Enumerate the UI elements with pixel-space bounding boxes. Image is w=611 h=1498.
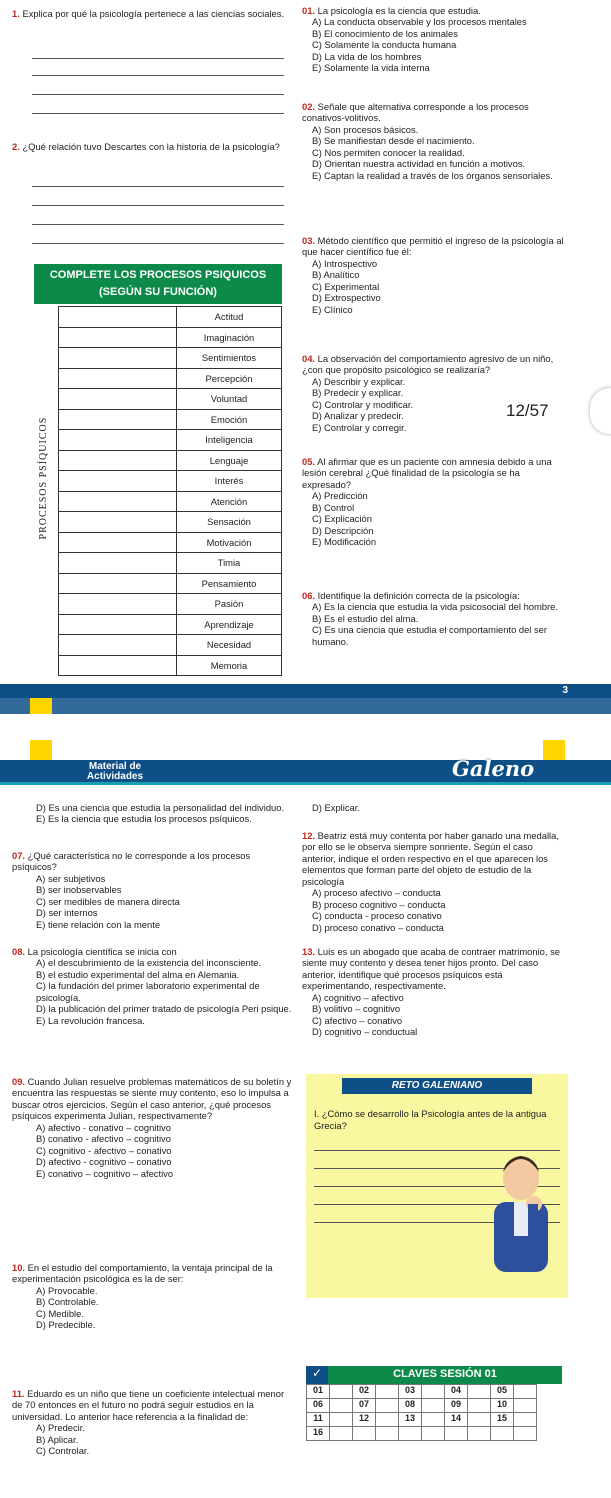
check-icon: ✓ (306, 1366, 328, 1384)
page-counter: 12/57 (506, 401, 549, 420)
claves-answer-cell[interactable] (422, 1399, 445, 1413)
claves-answer-cell[interactable] (330, 1413, 353, 1427)
question-09: 09. Cuando Julian resuelve problemas matemáticos de su boletín y encuentra las respuestas se siente muy contento, eso lo impulsa a buscar otros ejercicios. Según el caso anterior, ¿qué procesos psíquicos experimenta Julian, respectivamente? A) afectivo - conativo – cognitivo B) conativo - afectivo – cognitivo C) cognitivo - afectivo – conativo D) afectivo - cognitivo – conativo E) conativo – cognitivo – afectivo (12, 1076, 294, 1179)
process-blank-cell[interactable] (59, 512, 177, 533)
brand-logo: Galeno (452, 756, 535, 781)
claves-answer-cell[interactable] (376, 1385, 399, 1399)
answer-option: A) Provocable. (36, 1284, 98, 1296)
header-yellow-right (543, 740, 565, 762)
answer-option: D) Orientan nuestra actividad en función a motivos. (312, 158, 526, 170)
process-row (59, 573, 282, 594)
answer-option: B) Predecir y explicar. (312, 387, 404, 399)
page-gap (0, 714, 611, 740)
question-04: 04. La observación del comportamiento agresivo de un niño, ¿con que propósito psicológico se realizaría? A) Describir y explicar. B) Predecir y explicar. C) Controlar y modificar. D) Analizar y predecir. E) Controlar y corregir. (302, 353, 564, 433)
process-label: Atención (177, 491, 282, 512)
answer-option: C) ser medibles de manera directa (36, 895, 180, 907)
process-label: Interés (177, 471, 282, 492)
answer-option: E) Controlar y corregir. (312, 421, 407, 433)
claves-answer-cell[interactable] (468, 1399, 491, 1413)
answer-option: C) la fundación del primer laboratorio experimental de psicología. (36, 980, 260, 1003)
question-12: 12. Beatriz está muy contenta por haber ganado una medalla, por ello se le observa siempre sonriente. Según el caso anterior, indique el orden respectivo en el que aparecen los elementos que forman parte del objeto de estudio de la psicología A) proceso afectivo – conducta B) proceso cognitivo – conducta C) conducta - proceso conativo D) proceso conativo – conducta (302, 830, 564, 933)
answer-option: A) Es la ciencia que estudia la vida psicosocial del hombre. (312, 601, 558, 613)
answer-option: A) el descubrimiento de la existencia del inconsciente. (36, 957, 262, 969)
question-01: 01. La psicología es la ciencia que estudia. A) La conducta observable y los procesos mentales B) El conocimiento de los animales C) Solamente la conducta humana D) La vida de los hombres E) Solamente la vida interna (302, 5, 562, 74)
process-label: Actitud (177, 307, 282, 328)
answer-option: A) ser subjetivos (36, 872, 106, 884)
answer-option: D) Descripción (312, 524, 374, 536)
answer-option: D) cognitivo – conductual (312, 1026, 418, 1038)
question-06: 06. Identifique la definición correcta de la psicología: A) Es la ciencia que estudia la vida psicosocial del hombre. B) Es el estudio del alma. C) Es una ciencia que estudia el comportamiento del ser humano. (302, 590, 564, 647)
question-06-continued (26, 802, 296, 825)
claves-number: 02 (353, 1385, 376, 1399)
question-number: 2. (12, 141, 20, 152)
answer-option: D) proceso conativo – conducta (312, 921, 444, 933)
process-label: Memoria (177, 655, 282, 676)
page-1 (0, 0, 611, 745)
answer-option: B) Se manifiestan desde el nacimiento. (312, 135, 475, 147)
process-blank-cell[interactable] (59, 655, 177, 676)
answer-option: B) volitivo – cognitivo (312, 1003, 401, 1015)
process-label: Timia (177, 553, 282, 574)
answer-option: A) cognitivo – afectivo (312, 991, 404, 1003)
claves-row (307, 1385, 537, 1399)
process-blank-cell[interactable] (59, 389, 177, 410)
claves-answer-cell[interactable] (376, 1427, 399, 1441)
answer-option: A) Predicción (312, 490, 368, 502)
claves-number: 01 (307, 1385, 330, 1399)
answer-option: A) Describir y explicar. (312, 375, 406, 387)
answer-option: E) Clínico (312, 303, 353, 315)
question-10: 10. En el estudio del comportamiento, la ventaja principal de la experimentación psicológica es la de ser: A) Provocable. B) Controlable. C) Medible. D) Predecible. (12, 1262, 294, 1331)
process-row (59, 389, 282, 410)
process-label: Sentimientos (177, 348, 282, 369)
claves-answer-cell[interactable] (468, 1427, 491, 1441)
claves-answer-cell[interactable] (422, 1413, 445, 1427)
answer-option: A) La conducta observable y los procesos mentales (312, 16, 527, 28)
process-blank-cell[interactable] (59, 491, 177, 512)
process-label: Percepción (177, 368, 282, 389)
reto-question: I. ¿Cómo se desarrollo la Psicología antes de la antigua Grecia? (314, 1108, 547, 1131)
process-blank-cell[interactable] (59, 327, 177, 348)
claves-number: 13 (399, 1413, 422, 1427)
claves-table (306, 1384, 537, 1441)
answer-option: E) La revolución francesa. (36, 1014, 145, 1026)
claves-number: 12 (353, 1413, 376, 1427)
process-blank-cell[interactable] (59, 348, 177, 369)
process-blank-cell[interactable] (59, 532, 177, 553)
answer-option: E) Captan la realidad a través de los órganos sensoriales. (312, 169, 553, 181)
answer-option: A) Introspectivo (312, 257, 378, 269)
process-row (59, 594, 282, 615)
answer-option: B) Analítico (312, 269, 360, 281)
claves-answer-cell[interactable] (376, 1399, 399, 1413)
process-blank-cell[interactable] (59, 635, 177, 656)
claves-number (491, 1427, 514, 1441)
process-blank-cell[interactable] (59, 430, 177, 451)
answer-option: B) Controlable. (36, 1296, 99, 1308)
claves-box (306, 1366, 562, 1441)
answer-option: C) Controlar. (36, 1445, 90, 1457)
claves-answer-cell[interactable] (514, 1399, 537, 1413)
process-label: Sensación (177, 512, 282, 533)
answer-option: C) Experimental (312, 280, 380, 292)
process-row (59, 512, 282, 533)
process-label: Voluntad (177, 389, 282, 410)
scroll-handle[interactable] (590, 388, 611, 434)
claves-answer-cell[interactable] (330, 1399, 353, 1413)
question-05: 05. Al afirmar que es un paciente con amnesia debido a una lesión cerebral ¿Qué finalidad de la psicología se ha expresado? A) Predicción B) Control C) Explicación D) Descripción E) Modificación (302, 456, 564, 548)
answer-option: C) Controlar y modificar. (312, 398, 414, 410)
answer-option: B) El conocimiento de los animales (312, 27, 458, 39)
claves-answer-cell[interactable] (468, 1385, 491, 1399)
answer-option: B) proceso cognitivo – conducta (312, 898, 446, 910)
process-blank-cell[interactable] (59, 471, 177, 492)
question-text: ¿Qué relación tuvo Descartes con la historia de la psicología? (22, 141, 280, 152)
reto-title: RETO GALENIANO (342, 1078, 532, 1094)
header-yellow-left (30, 740, 52, 762)
process-row (59, 450, 282, 471)
claves-number: 16 (307, 1427, 330, 1441)
process-blank-cell[interactable] (59, 368, 177, 389)
answer-option: D) La vida de los hombres (312, 50, 422, 62)
claves-answer-cell[interactable] (422, 1385, 445, 1399)
claves-number: 08 (399, 1399, 422, 1413)
process-blank-cell[interactable] (59, 614, 177, 635)
process-label: Pensamiento (177, 573, 282, 594)
reto-box (306, 1074, 568, 1298)
process-label: Lenguaje (177, 450, 282, 471)
answer-option: C) afectivo – conativo (312, 1014, 403, 1026)
process-blank-cell[interactable] (59, 553, 177, 574)
claves-number: 06 (307, 1399, 330, 1413)
claves-number: 15 (491, 1413, 514, 1427)
process-label: Inteligencia (177, 430, 282, 451)
process-blank-cell[interactable] (59, 450, 177, 471)
answer-option: A) proceso afectivo – conducta (312, 887, 441, 899)
claves-number: 10 (491, 1399, 514, 1413)
page-number: 3 (562, 685, 568, 696)
process-row (59, 532, 282, 553)
answer-option: A) Predecir. (36, 1422, 85, 1434)
answer-option: C) cognitivo - afectivo – conativo (36, 1144, 172, 1156)
processes-side-label (34, 306, 56, 658)
answer-option: E) Modificación (312, 536, 377, 548)
process-label: Emoción (177, 409, 282, 430)
answer-option: B) el estudio experimental del alma en Alemania. (36, 968, 240, 980)
answer-option: C) Explicación (312, 513, 372, 525)
claves-answer-cell[interactable] (422, 1427, 445, 1441)
process-row (59, 307, 282, 328)
claves-number (445, 1427, 468, 1441)
process-blank-cell[interactable] (59, 594, 177, 615)
question-13: 13. Luis es un abogado que acaba de contraer matrimonio, se siente muy contento y desea tener hijos pronto. Del caso anterior, identifique qué procesos psíquicos está experimentando, respectivamente. A) cognitivo – afectivo B) volitivo – cognitivo C) afectivo – conativo D) cognitivo – conductual (302, 946, 564, 1038)
claves-answer-cell[interactable] (514, 1413, 537, 1427)
process-row (59, 430, 282, 451)
question-text: Explica por qué la psicología pertenece a las ciencias sociales. (22, 8, 285, 19)
claves-number: 09 (445, 1399, 468, 1413)
header-label: Material de Actividades (86, 761, 144, 782)
process-row (59, 348, 282, 369)
process-row (59, 655, 282, 676)
answer-option: C) Nos permiten conocer la realidad. (312, 146, 465, 158)
process-label: Motivación (177, 532, 282, 553)
claves-answer-cell[interactable] (330, 1427, 353, 1441)
answer-option: C) Medible. (36, 1307, 84, 1319)
complete-banner (34, 264, 282, 304)
process-row (59, 327, 282, 348)
question-1 (12, 8, 292, 19)
answer-option: B) ser inobservables (36, 884, 122, 896)
question-11: 11. Eduardo es un niño que tiene un coeficiente intelectual menor de 70 entonces en el futuro no podrá seguir estudios en la universidad. Lo anterior hace referencia a la finalidad de: A) Predecir. B) Aplicar. C) Controlar. (12, 1388, 294, 1457)
process-row (59, 368, 282, 389)
claves-number: 11 (307, 1413, 330, 1427)
claves-answer-cell[interactable] (468, 1413, 491, 1427)
process-blank-cell[interactable] (59, 307, 177, 328)
answer-option: B) Es el estudio del alma. (312, 612, 419, 624)
processes-table (58, 306, 282, 676)
claves-number: 14 (445, 1413, 468, 1427)
answer-option: D) la publicación del primer tratado de psicología Peri psique. (36, 1003, 292, 1015)
process-row (59, 409, 282, 430)
claves-answer-cell[interactable] (376, 1413, 399, 1427)
question-11-option-d: D) Explicar. (312, 802, 360, 813)
claves-number (399, 1427, 422, 1441)
claves-title: CLAVES SESIÓN 01 (328, 1366, 562, 1384)
answer-option: B) Aplicar. (36, 1433, 79, 1445)
claves-number (353, 1427, 376, 1441)
process-label: Pasión (177, 594, 282, 615)
answer-option: D) Predecible. (36, 1319, 96, 1331)
answer-option: E) Es la ciencia que estudia los procesos psíquicos. (36, 813, 252, 825)
answer-option: C) Solamente la conducta humana (312, 39, 457, 51)
answer-option: E) tiene relación con la mente (36, 918, 161, 930)
claves-number: 04 (445, 1385, 468, 1399)
question-number: 1. (12, 8, 20, 19)
process-row (59, 491, 282, 512)
answer-option: A) Son procesos básicos. (312, 123, 419, 135)
thinking-boy-illustration (476, 1138, 566, 1288)
answer-option: E) conativo – cognitivo – afectivo (36, 1167, 174, 1179)
answer-option: D) Analizar y predecir. (312, 410, 404, 422)
question-2 (12, 141, 292, 152)
side-label-text: PROCESOS PSÍQUICOS (37, 416, 49, 540)
complete-subtitle: (SEGÚN SU FUNCIÓN) (99, 286, 217, 299)
process-row (59, 471, 282, 492)
answer-option: A) afectivo - conativo – cognitivo (36, 1121, 171, 1133)
process-label: Aprendizaje (177, 614, 282, 635)
claves-answer-cell[interactable] (514, 1385, 537, 1399)
process-blank-cell[interactable] (59, 409, 177, 430)
question-02: 02. Señale que alternativa corresponde a los procesos conativos-volitivos. A) Son procesos básicos. B) Se manifiestan desde el nacimiento. C) Nos permiten conocer la realidad. D) Orientan nuestra actividad en función a motivos. E) Captan la realidad a través de los órganos sensoriales. (302, 101, 564, 181)
claves-number: 05 (491, 1385, 514, 1399)
process-label: Imaginación (177, 327, 282, 348)
answer-option: D) afectivo - cognitivo – conativo (36, 1156, 172, 1168)
claves-number: 03 (399, 1385, 422, 1399)
answer-option: D) ser internos (36, 907, 98, 919)
process-row (59, 614, 282, 635)
answer-option: E) Solamente la vida interna (312, 62, 430, 74)
process-row (59, 553, 282, 574)
header-band (0, 756, 611, 782)
page-2 (0, 740, 611, 1498)
answer-option: D) Extrospectivo (312, 292, 381, 304)
answer-option: C) Es una ciencia que estudia el comportamiento del ser humano. (312, 624, 548, 647)
answer-option: B) Control (312, 501, 355, 513)
question-03: 03. Método científico que permitió el ingreso de la psicología al que hacer científico fue él: A) Introspectivo B) Analítico C) Experimental D) Extrospectivo E) Clínico (302, 235, 564, 315)
complete-title: COMPLETE LOS PROCESOS PSIQUICOS (49, 269, 267, 281)
claves-row (307, 1399, 537, 1413)
process-blank-cell[interactable] (59, 573, 177, 594)
answer-option: C) conducta - proceso conativo (312, 910, 442, 922)
question-08: 08. La psicología científica se inicia con A) el descubrimiento de la existencia del inconsciente. B) el estudio experimental del alma en Alemania. C) la fundación del primer laboratorio experimental de psicología. D) la publicación del primer tratado de psicología Peri psique. E) La revolución francesa. (12, 946, 294, 1026)
question-07: 07. ¿Qué característica no le corresponde a los procesos psíquicos? A) ser subjetivos B) ser inobservables C) ser medibles de manera directa D) ser internos E) tiene relación con la mente (12, 850, 294, 930)
answer-option: D) Es una ciencia que estudia la personalidad del individuo. (36, 802, 285, 813)
process-label: Necesidad (177, 635, 282, 656)
claves-row (307, 1427, 537, 1441)
claves-number: 07 (353, 1399, 376, 1413)
answer-option: B) conativo - afectivo – cognitivo (36, 1133, 171, 1145)
claves-answer-cell[interactable] (330, 1385, 353, 1399)
claves-answer-cell[interactable] (514, 1427, 537, 1441)
claves-row (307, 1413, 537, 1427)
page-1-footer (0, 684, 611, 698)
process-row (59, 635, 282, 656)
